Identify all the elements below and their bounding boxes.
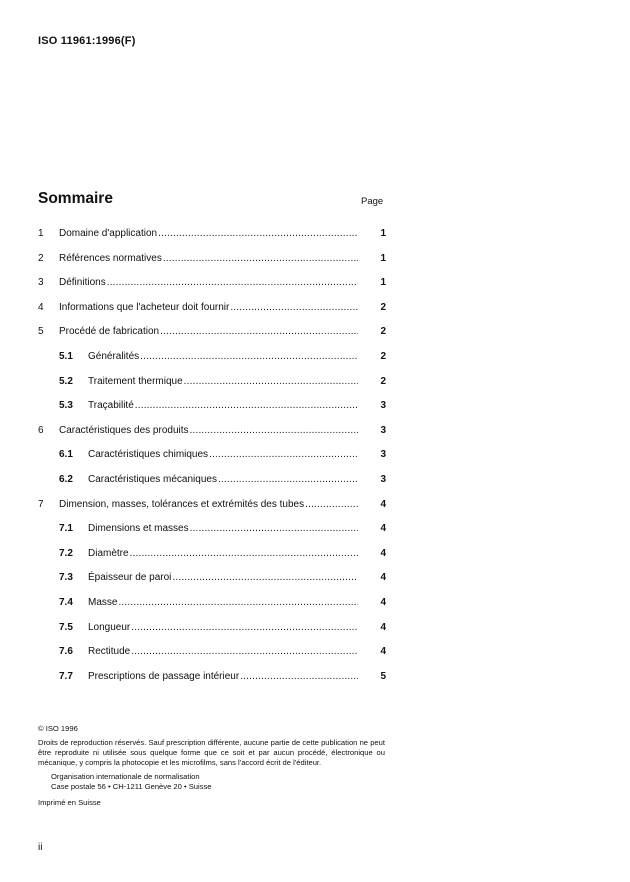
toc-subentry[interactable] bbox=[38, 474, 386, 499]
toc-entry-page: 3 bbox=[380, 473, 386, 485]
toc-entry-page: 1 bbox=[380, 228, 386, 239]
toc-entry[interactable] bbox=[38, 425, 386, 450]
toc-subentry[interactable] bbox=[38, 523, 386, 548]
toc-entry-label: Longueur bbox=[88, 621, 131, 633]
toc-entry-number: 2 bbox=[38, 252, 44, 264]
toc-dot-leader bbox=[131, 622, 358, 633]
toc-entry-page: 2 bbox=[380, 375, 386, 387]
document-id-header: ISO 11961:1996(F) bbox=[38, 35, 136, 47]
toc-entry-page: 4 bbox=[380, 547, 386, 559]
toc-entry-page: 1 bbox=[380, 252, 386, 264]
toc-entry-page: 3 bbox=[380, 400, 386, 412]
toc-dot-leader bbox=[305, 499, 358, 510]
toc-entry-page: 2 bbox=[380, 350, 386, 362]
toc-entry-page: 4 bbox=[380, 646, 386, 658]
toc-entry-page: 4 bbox=[380, 523, 386, 535]
toc-entry-label: Prescriptions de passage intérieur bbox=[88, 670, 240, 682]
toc-entry-number: 5.1 bbox=[59, 350, 73, 362]
toc-dot-leader bbox=[163, 253, 358, 264]
copyright-notice: © ISO 1996 bbox=[38, 724, 78, 733]
toc-entry-number: 7.4 bbox=[59, 596, 73, 608]
toc-subentry[interactable] bbox=[38, 548, 386, 573]
toc-entry-label: Informations que l'acheteur doit fournir bbox=[59, 301, 230, 313]
toc-entry-page: 4 bbox=[380, 498, 386, 510]
toc-entry-label: Caractéristiques chimiques bbox=[88, 449, 209, 461]
toc-subentry[interactable] bbox=[38, 597, 386, 622]
toc-entry-label: Rectitude bbox=[88, 646, 131, 658]
toc-entry-number: 6.2 bbox=[59, 473, 73, 485]
toc-subentry[interactable] bbox=[38, 572, 386, 597]
toc-entry-label: Domaine d'application bbox=[59, 228, 158, 239]
toc-entry-number: 7.6 bbox=[59, 646, 73, 658]
toc-dot-leader bbox=[190, 425, 358, 436]
copyright-block bbox=[38, 724, 385, 808]
toc-entry-number: 7.5 bbox=[59, 621, 73, 633]
toc-entry-number: 6.1 bbox=[59, 449, 73, 461]
toc-entry[interactable] bbox=[38, 326, 386, 351]
toc-entry-label: Procédé de fabrication bbox=[59, 326, 160, 338]
toc-entry-label: Dimension, masses, tolérances et extrémités des tubes bbox=[59, 498, 305, 510]
toc-entry-number: 1 bbox=[38, 228, 44, 239]
toc-entry[interactable] bbox=[38, 253, 386, 278]
toc-entry-number: 7.3 bbox=[59, 572, 73, 584]
toc-entry-number: 5.3 bbox=[59, 400, 73, 412]
toc-title: Sommaire bbox=[38, 190, 113, 207]
organization-name: Organisation internationale de normalisation bbox=[51, 772, 200, 782]
toc-entry-number: 6 bbox=[38, 424, 44, 436]
toc-dot-leader bbox=[160, 326, 358, 337]
toc-entry-label: Diamètre bbox=[88, 547, 129, 559]
table-of-contents bbox=[38, 228, 386, 695]
toc-entry-label: Généralités bbox=[88, 350, 140, 362]
toc-entry-label: Masse bbox=[88, 596, 118, 608]
toc-entry-label: Caractéristiques mécaniques bbox=[88, 473, 217, 485]
toc-entry-page: 4 bbox=[380, 572, 386, 584]
toc-entry-label: Caractéristiques des produits bbox=[59, 424, 189, 436]
toc-entry-number: 3 bbox=[38, 277, 44, 289]
toc-dot-leader bbox=[240, 671, 358, 682]
toc-entry-label: Épaisseur de paroi bbox=[88, 572, 172, 584]
toc-dot-leader bbox=[140, 351, 358, 362]
toc-entry[interactable] bbox=[38, 499, 386, 524]
toc-dot-leader bbox=[107, 277, 358, 288]
toc-dot-leader bbox=[158, 228, 358, 239]
toc-entry-number: 7.1 bbox=[59, 523, 73, 535]
organization-address: Case postale 56 • CH-1211 Genève 20 • Suisse bbox=[51, 782, 212, 792]
toc-entry-page: 5 bbox=[380, 670, 386, 682]
toc-entry-number: 7.2 bbox=[59, 547, 73, 559]
toc-entry-number: 5 bbox=[38, 326, 44, 338]
toc-subentry[interactable] bbox=[38, 376, 386, 401]
toc-dot-leader bbox=[118, 597, 358, 608]
toc-dot-leader bbox=[172, 572, 358, 583]
toc-entry-page: 3 bbox=[380, 449, 386, 461]
toc-subentry[interactable] bbox=[38, 622, 386, 647]
toc-entry-page: 2 bbox=[380, 326, 386, 338]
toc-dot-leader bbox=[130, 548, 358, 559]
toc-entry-label: Définitions bbox=[59, 277, 106, 289]
toc-entry-number: 4 bbox=[38, 301, 44, 313]
toc-entry-label: Traçabilité bbox=[88, 400, 134, 412]
toc-entry-page: 2 bbox=[380, 301, 386, 313]
toc-entry-page: 3 bbox=[380, 424, 386, 436]
toc-entry[interactable] bbox=[38, 302, 386, 327]
toc-entry[interactable] bbox=[38, 228, 386, 253]
toc-dot-leader bbox=[230, 302, 358, 313]
toc-entry-page: 4 bbox=[380, 621, 386, 633]
toc-entry-label: Dimensions et masses bbox=[88, 523, 189, 535]
toc-entry[interactable] bbox=[38, 277, 386, 302]
toc-dot-leader bbox=[218, 474, 358, 485]
toc-entry-number: 7.7 bbox=[59, 670, 73, 682]
toc-entry-number: 5.2 bbox=[59, 375, 73, 387]
page-column-label: Page bbox=[361, 196, 384, 207]
toc-subentry[interactable] bbox=[38, 351, 386, 376]
toc-dot-leader bbox=[131, 646, 358, 657]
page-number: ii bbox=[38, 842, 43, 853]
toc-entry-page: 1 bbox=[380, 277, 386, 289]
toc-dot-leader bbox=[209, 449, 358, 460]
toc-subentry[interactable] bbox=[38, 449, 386, 474]
printed-in: Imprimé en Suisse bbox=[38, 797, 101, 807]
toc-dot-leader bbox=[190, 523, 358, 534]
toc-entry-label: Traitement thermique bbox=[88, 375, 183, 387]
copyright-rights-text: Droits de reproduction réservés. Sauf prescription différente, aucune partie de cette publication ne peut être reproduite ni utilisée sous quelque forme que ce soit et par aucun procédé, électronique ou mécanique, y compris la photocopie et les microfilms, sans l'accord écrit de l'éditeur. bbox=[38, 738, 385, 768]
toc-subentry[interactable] bbox=[38, 671, 386, 696]
toc-subentry[interactable] bbox=[38, 646, 386, 671]
toc-entry-page: 4 bbox=[380, 596, 386, 608]
toc-dot-leader bbox=[184, 376, 358, 387]
toc-entry-label: Références normatives bbox=[59, 252, 162, 264]
toc-subentry[interactable] bbox=[38, 400, 386, 425]
toc-entry-number: 7 bbox=[38, 498, 44, 510]
toc-dot-leader bbox=[135, 400, 358, 411]
